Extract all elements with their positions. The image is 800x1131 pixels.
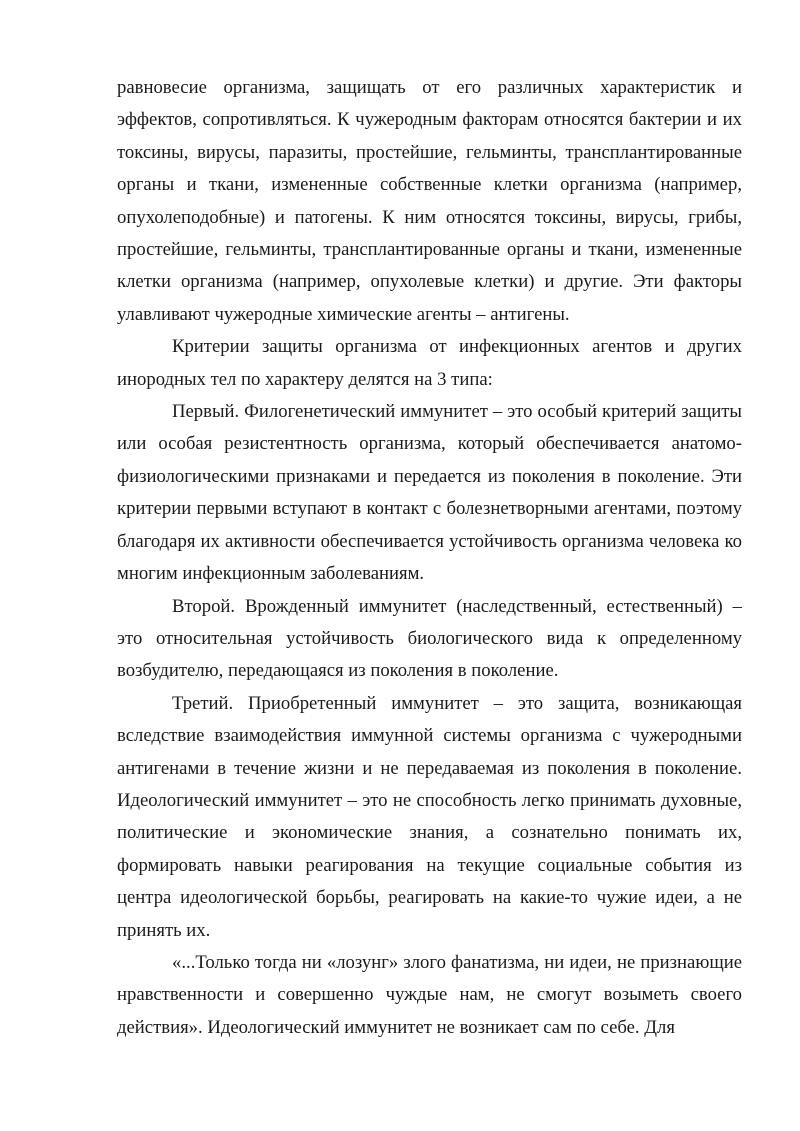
paragraph-first-type: Первый. Филогенетический иммунитет – это особый критерий защиты или особая резистентность организма, который обеспечивается анатомо-физиологическими признаками и передается из поколения в поколение. Эти критерии первыми вступают в контакт с болезнетворными агентами, поэтому благодаря их активности обеспечивается устойчивость организма человека ко многим инфекционным заболеваниям.: [117, 401, 742, 585]
paragraph-third-type: Третий. Приобретенный иммунитет – это защита, возникающая вследствие взаимодействия иммунной системы организма с чужеродными антигенами в течение жизни и не передаваемая из поколения в поколение. Идеологический иммунитет – это не способность легко принимать духовные, политические и экономические знания, а сознательно понимать их, формировать навыки реагирования на текущие социальные события из центра идеологической борьбы, реагировать на какие-то чужие идеи, а не принять их.: [117, 692, 742, 941]
document-page: [117, 72, 742, 1044]
paragraph-continuation: равновесие организма, защищать от его различных характеристик и эффектов, сопротивляться. К чужеродным факторам относятся бактерии и их токсины, вирусы, паразиты, простейшие, гельминты, трансплантированные органы и ткани, измененные собственные клетки организма (например, опухолеподобные) и патогены. К ним относятся токсины, вирусы, грибы, простейшие, гельминты, трансплантированные органы и ткани, измененные клетки организма (например, опухолевые клетки) и другие. Эти факторы улавливают чужеродные химические агенты – антигены.: [117, 77, 742, 325]
paragraph-second-type: Второй. Врожденный иммунитет (наследственный, естественный) – это относительная устойчивость биологического вида к определенному возбудителю, передающаяся из поколения в поколение.: [117, 595, 742, 682]
paragraph-protection-criteria: Критерии защиты организма от инфекционных агентов и других инородных тел по характеру делятся на 3 типа:: [117, 336, 742, 390]
paragraph-quote: «...Только тогда ни «лозунг» злого фанатизма, ни идеи, не признающие нравственности и совершенно чуждые нам, не смогут возыметь своего действия». Идеологический иммунитет не возникает сам по себе. Для: [117, 951, 742, 1038]
